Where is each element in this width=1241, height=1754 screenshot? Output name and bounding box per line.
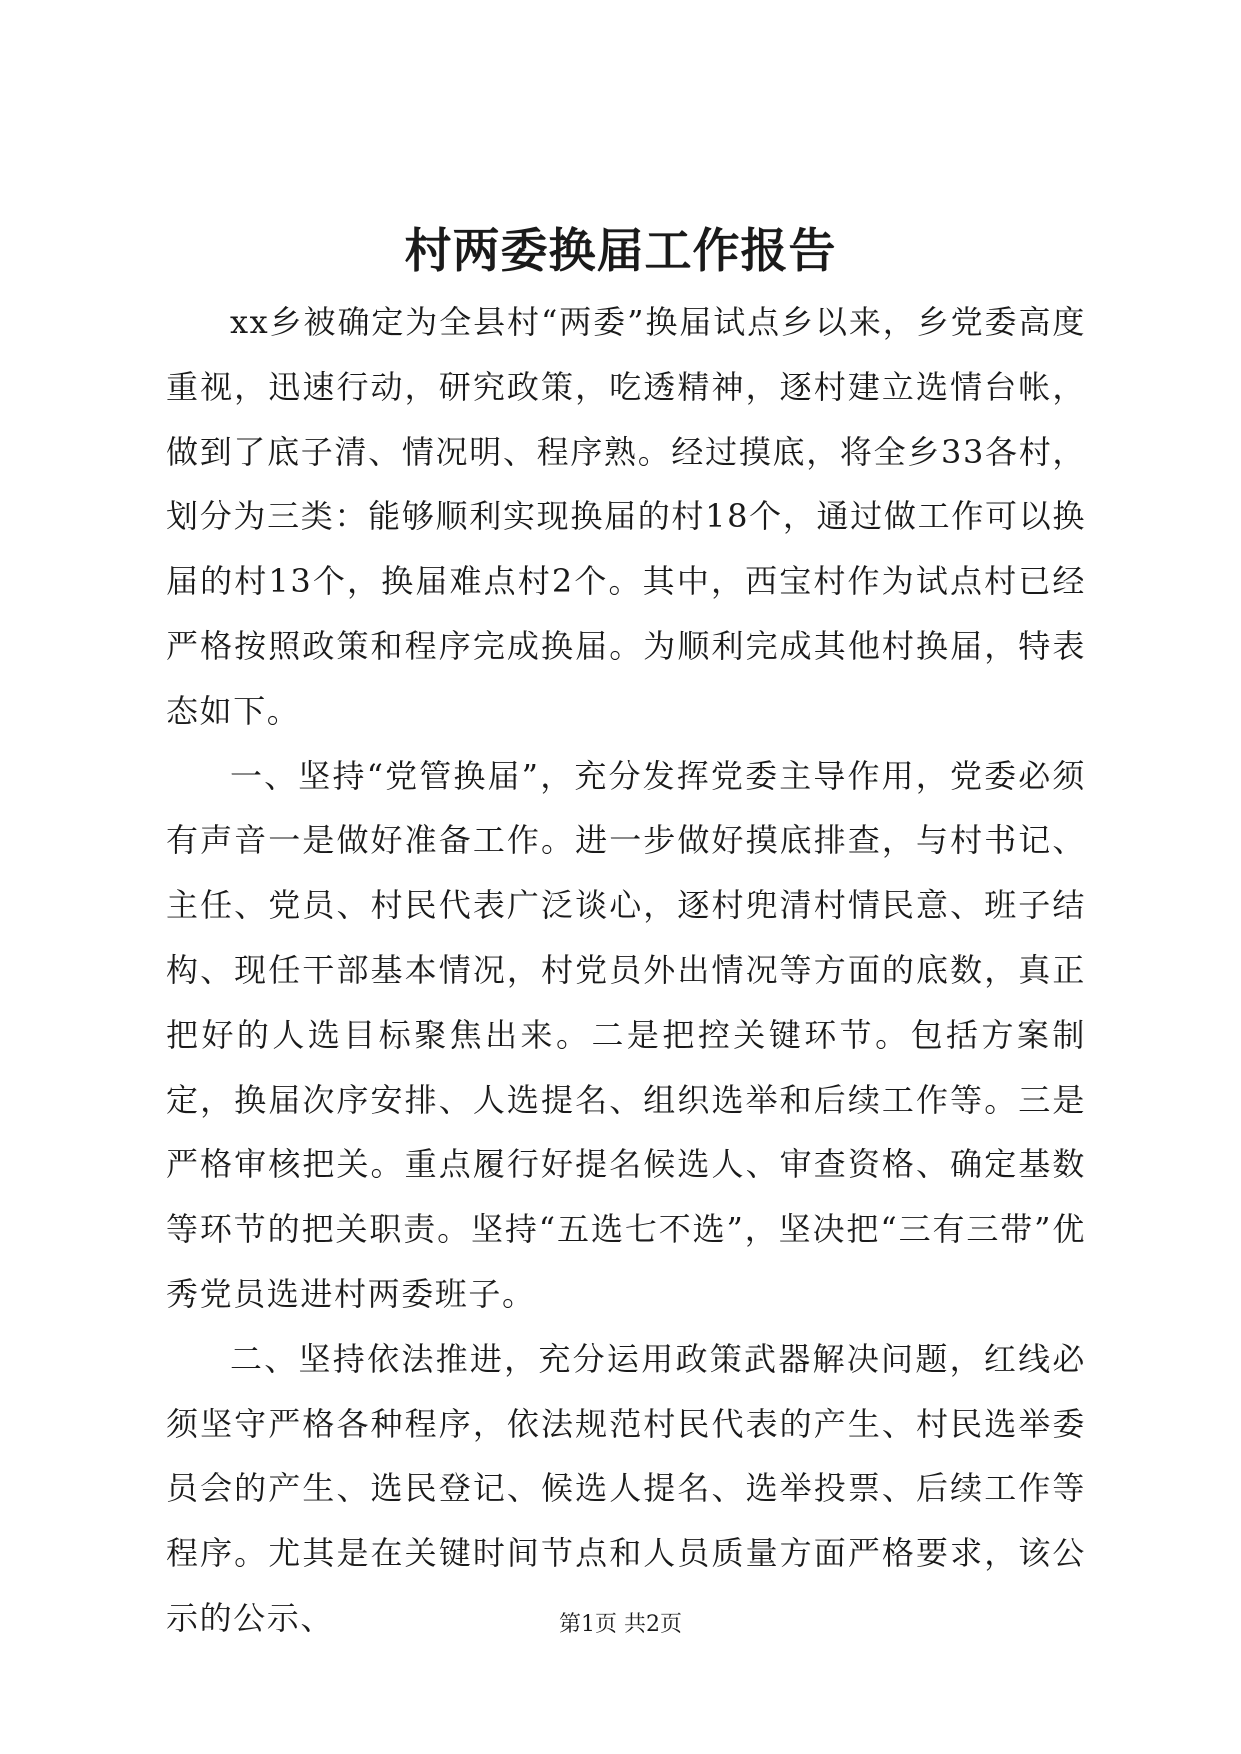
page-footer xyxy=(0,1610,1241,1640)
paragraph: 一、坚持“党管换届”，充分发挥党委主导作用，党委必须有声音一是做好准备工作。进一步做好摸底排查，与村书记、主任、党员、村民代表广泛谈心，逐村兜清村情民意、班子结构、现任干部基本情况，村党员外出情况等方面的底数，真正把好的人选目标聚焦出来。二是把控关键环节。包括方案制定，换届次序安排、人选提名、组织选举和后续工作等。三是严格审核把关。重点履行好提名候选人、审查资格、确定基数等环节的把关职责。坚持“五选七不选”，坚决把“三有三带”优秀党员选进村两委班子。 xyxy=(166,756,1086,1313)
paragraph: 二、坚持依法推进，充分运用政策武器解决问题，红线必须坚守严格各种程序，依法规范村民代表的产生、村民选举委员会的产生、选民登记、候选人提名、选举投票、后续工作等程序。尤其是在关键时间节点和人员质量方面严格要求，该公示的公示、 xyxy=(166,1339,1086,1637)
document-title: 村两委换届工作报告 xyxy=(404,224,837,279)
page-number: 第1页 共2页 xyxy=(559,1612,682,1637)
paragraph: xx乡被确定为全县村“两委”换届试点乡以来，乡党委高度重视，迅速行动，研究政策，吃透精神，逐村建立选情台帐，做到了底子清、情况明、程序熟。经过摸底，将全乡33各村，划分为三类：能够顺利实现换届的村18个，通过做工作可以换届的村13个，换届难点村2个。其中，西宝村作为试点村已经严格按照政策和程序完成换届。为顺利完成其他村换届，特表态如下。 xyxy=(166,303,1086,730)
document-body xyxy=(166,290,1086,1651)
